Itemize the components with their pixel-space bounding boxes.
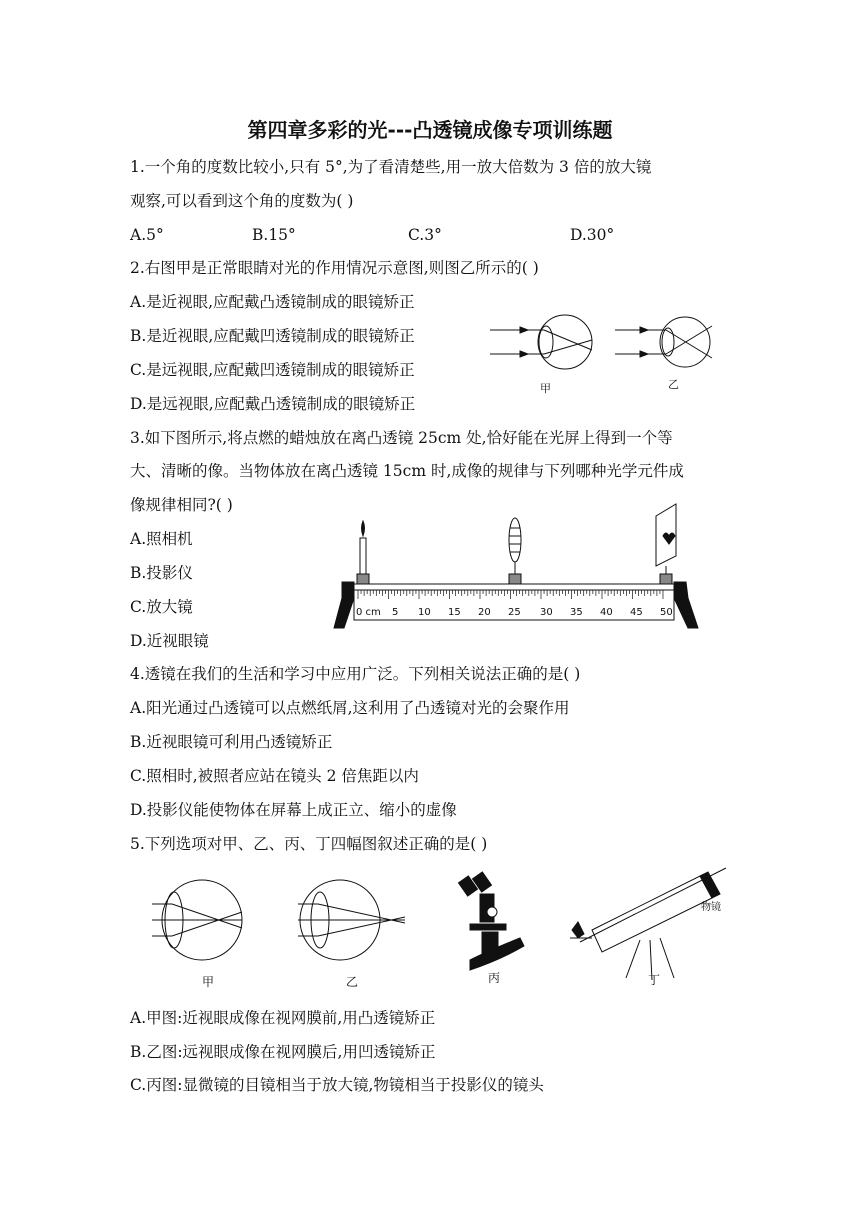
q5-stem: 5.下列选项对甲、乙、丙、丁四幅图叙述正确的是( ) [130,835,488,853]
ruler-label-35: 35 [570,607,583,618]
optical-bench-figure [330,498,700,636]
far-sighted-eye-diagram [615,317,712,367]
q3-option-b: B.投影仪 [130,564,193,582]
page-title: 第四章多彩的光---凸透镜成像专项训练题 [247,118,613,142]
q2-figure-label-jia: 甲 [540,382,551,395]
q3-stem-line2: 大、清晰的像。当物体放在离凸透镜 15cm 时,成像的规律与下列哪种光学元件成 [130,462,684,480]
q1-option-d: D.30° [570,226,615,244]
candle [357,521,369,584]
q2-option-a: A.是近视眼,应配戴凸透镜制成的眼镜矫正 [130,293,415,311]
ruler-label-45: 45 [630,607,643,618]
q2-figure-label-yi: 乙 [668,378,679,391]
ruler-label-0: 0 cm [356,607,381,618]
q5-figure-label-yi: 乙 [346,975,359,989]
q5-option-b: B.乙图:远视眼成像在视网膜后,用凹透镜矫正 [130,1043,436,1061]
ruler-label-20: 20 [478,607,491,618]
q4-option-a: A.阳光通过凸透镜可以点燃纸屑,这利用了凸透镜对光的会聚作用 [130,699,570,717]
ruler-bench [334,582,698,628]
q1-option-a: A.5° [130,226,164,244]
ruler-label-15: 15 [448,607,461,618]
eye-diagram-yi [298,880,405,960]
q1-stem-line1: 1.一个角的度数比较小,只有 5°,为了看清楚些,用一放大倍数为 3 倍的放大镜 [130,158,652,176]
microscope-icon [458,872,524,970]
ruler-label-10: 10 [418,607,431,618]
q3-option-d: D.近视眼镜 [130,632,209,650]
q2-eye-figures [480,310,730,400]
q3-option-a: A.照相机 [130,530,193,548]
q1-option-b: B.15° [252,226,296,244]
telescope-icon [570,868,726,980]
q3-stem-line1: 3.如下图所示,将点燃的蜡烛放在离凸透镜 25cm 处,恰好能在光屏上得到一个等 [130,429,673,447]
ruler-label-30: 30 [540,607,553,618]
q3-stem-line3: 像规律相同?( ) [130,496,233,514]
q5-figures [140,868,740,998]
normal-eye-diagram [490,315,592,369]
q3-option-c: C.放大镜 [130,598,193,616]
light-screen [656,504,676,584]
ruler-label-25: 25 [508,607,521,618]
ruler-label-5: 5 [392,607,399,618]
convex-lens [509,518,521,584]
ruler-label-50: 50 [660,607,673,618]
q5-option-c: C.丙图:显微镜的目镜相当于放大镜,物镜相当于投影仪的镜头 [130,1076,544,1094]
q4-stem: 4.透镜在我们的生活和学习中应用广泛。下列相关说法正确的是( ) [130,665,581,683]
q2-option-d: D.是远视眼,应配戴凸透镜制成的眼镜矫正 [130,395,416,413]
q2-option-b: B.是近视眼,应配戴凹透镜制成的眼镜矫正 [130,327,415,345]
q1-option-c: C.3° [408,226,442,244]
q5-option-a: A.甲图:近视眼成像在视网膜前,用凸透镜矫正 [130,1009,436,1027]
q4-option-c: C.照相时,被照者应站在镜头 2 倍焦距以内 [130,767,419,785]
q5-figure-label-ding: 丁 [648,973,661,987]
q1-stem-line2: 观察,可以看到这个角的度数为( ) [130,192,354,210]
q2-option-c: C.是远视眼,应配戴凹透镜制成的眼镜矫正 [130,361,415,379]
telescope-objective-label: 物镜 [701,902,721,913]
q2-stem: 2.右图甲是正常眼睛对光的作用情况示意图,则图乙所示的( ) [130,259,539,277]
q4-option-b: B.近视眼镜可利用凸透镜矫正 [130,733,333,751]
q5-figure-label-jia: 甲 [202,975,215,989]
q4-option-d: D.投影仪能使物体在屏幕上成正立、缩小的虚像 [130,801,457,819]
eye-diagram-jia [152,880,242,960]
ruler-label-40: 40 [600,607,613,618]
q5-figure-label-bing: 丙 [488,971,501,985]
